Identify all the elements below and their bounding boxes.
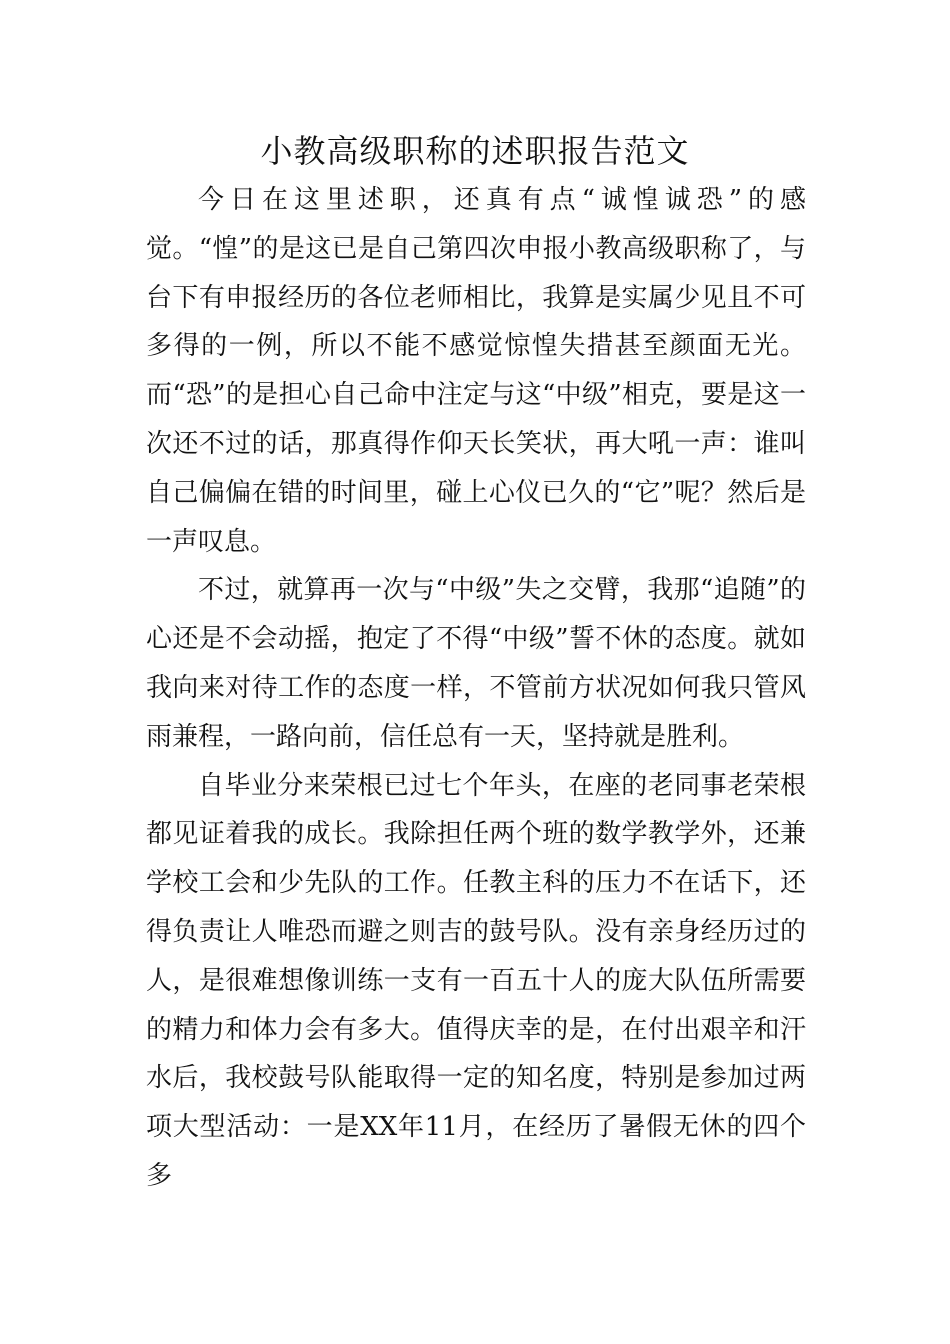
document-title: 小教高级职称的述职报告范文 — [260, 132, 690, 170]
paragraph-1: 今日在这里述职，还真有点“诚惶诚恐”的感觉。“惶”的是这已是自己第四次申报小教高级职称了，与台下有申报经历的各位老师相比，我算是实属少见且不可多得的一例，所以不能不感觉惊惶失措甚至颜面无光。而“恐”的是担心自己命中注定与这“中级”相克，要是这一次还不过的话，那真得作仰天长笑状，再大吼一声：谁叫自己偏偏在错的时间里，碰上心仪已久的“它”呢？然后是一声叹息。 — [146, 185, 806, 557]
paragraph-2: 不过，就算再一次与“中级”失之交臂，我那“追随”的心还是不会动摇，抱定了不得“中级”誓不休的态度。就如我向来对待工作的态度一样，不管前方状况如何我只管风雨兼程，一路向前，信任总有一天，坚持就是胜利。 — [146, 575, 806, 752]
paragraph-3: 自毕业分来荣根已过七个年头，在座的老同事老荣根都见证着我的成长。我除担任两个班的数学教学外，还兼学校工会和少先队的工作。任教主科的压力不在话下，还得负责让人唯恐而避之则吉的鼓号队。没有亲身经历过的人，是很难想像训练一支有一百五十人的庞大队伍所需要的精力和体力会有多大。值得庆幸的是，在付出艰辛和汗水后，我校鼓号队能取得一定的知名度，特别是参加过两项大型活动：一是XX年11月，在经历了暑假无休的四个多 — [146, 770, 806, 1191]
document-body — [146, 176, 806, 1201]
